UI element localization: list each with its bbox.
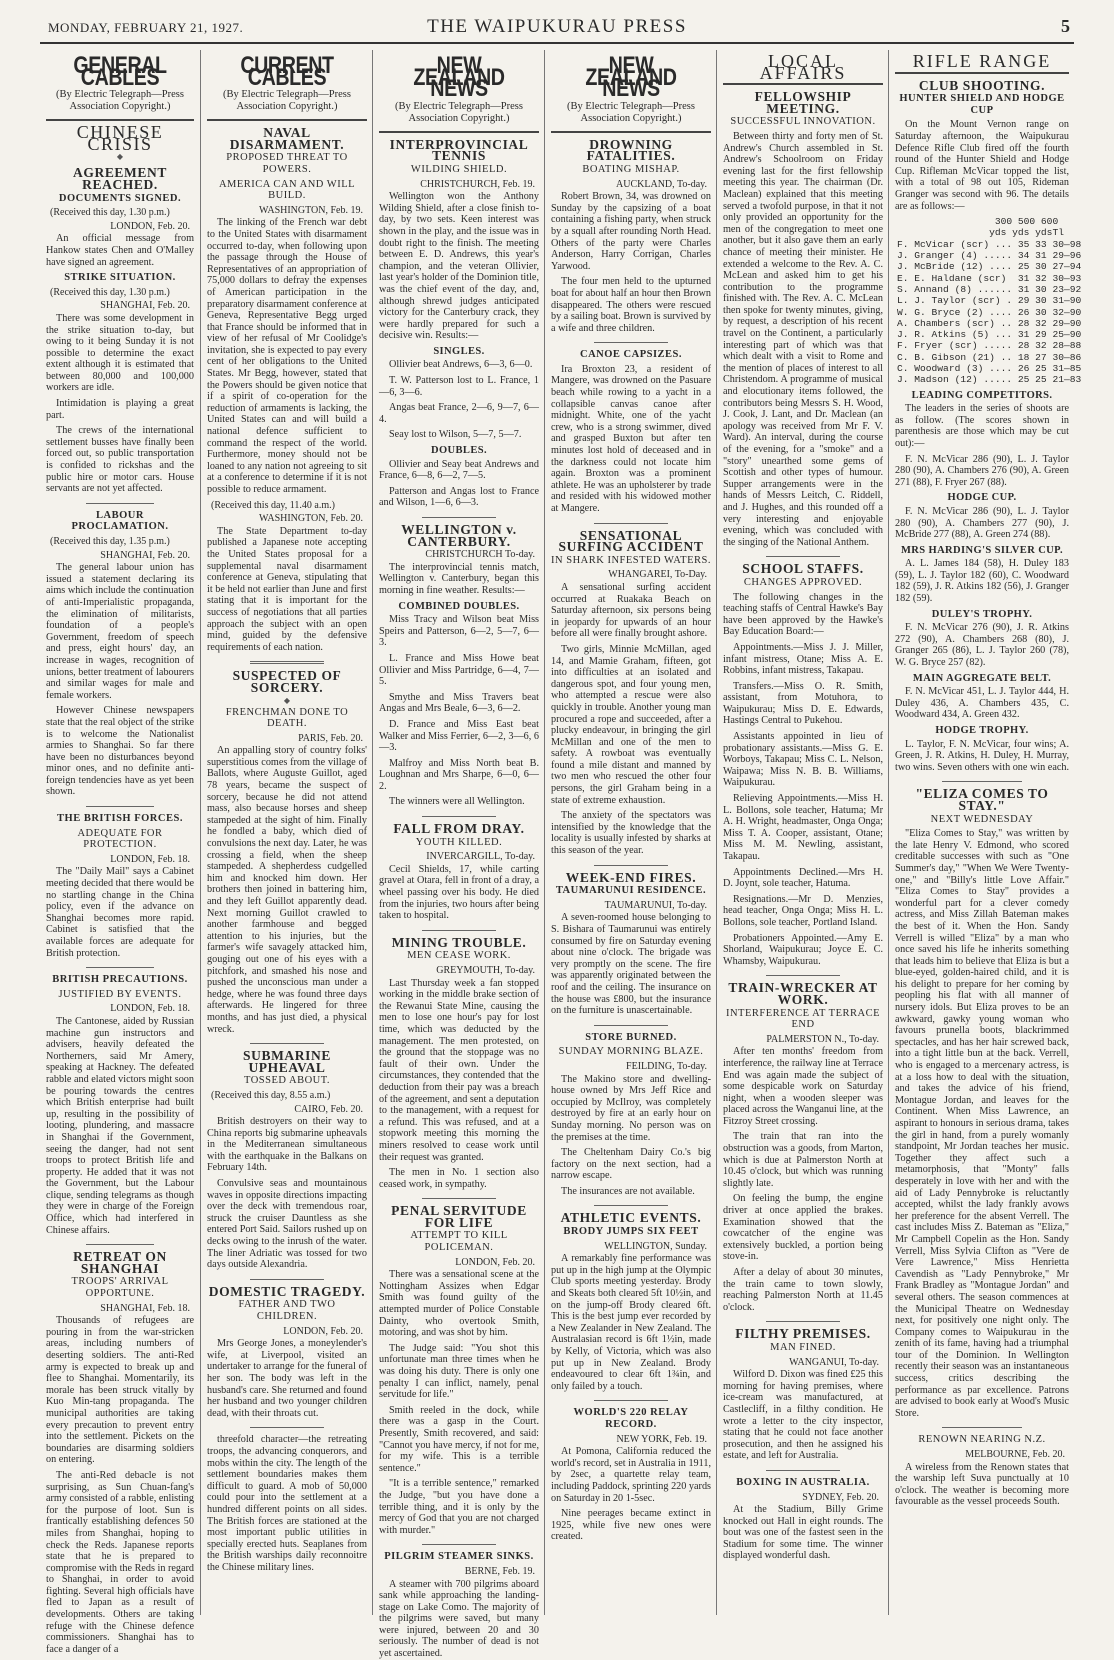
- headline: WEEK-END FIRES.: [565, 869, 697, 885]
- masthead-rule: [40, 42, 1074, 44]
- article-paragraph: Smythe and Miss Travers beat Angas and Mrs Beale, 6—3, 6—2.: [379, 691, 539, 715]
- article-paragraph: However Chinese newspapers state that the real object of the strike is to welcome the Nationalist armies to Shanghai. So far there have been no disturbances beyond minor ones, and no definite anti-foreign tendencies have as yet been shown.: [46, 705, 194, 798]
- dateline: SHANGHAI, Feb. 20.: [100, 300, 190, 312]
- headline: SUBMARINE UPHEAVAL: [243, 1048, 331, 1075]
- article-paragraph: Smith reeled in the dock, while there was a gasp in the Court. Presently, Smith recovered, and said: "Cannot you have mercy, if not for me, for my wife. This is a terrible sentence.": [379, 1404, 539, 1474]
- press-credit: (By Electric Telegraph—Press Association Copyright.): [56, 89, 184, 113]
- article-divider: [766, 556, 840, 557]
- received-line: (Received this day, 8.55 a.m.): [211, 1089, 331, 1101]
- list-subheading: DOUBLES.: [430, 445, 487, 457]
- headline: WELLINGTON v. CANTERBURY.: [401, 522, 517, 549]
- headline: NAVAL DISARMAMENT.: [229, 125, 345, 152]
- article-divider: [594, 865, 668, 866]
- headline: SENSATIONAL SURFING ACCIDENT: [558, 527, 704, 555]
- received-line: (Received this day, 11.40 a.m.): [211, 499, 335, 511]
- article-paragraph: An official message from Hankow states Chen and O'Malley have signed an agreement.: [46, 233, 194, 268]
- article-divider: [942, 1427, 1022, 1428]
- headline: FELLOWSHIP MEETING.: [754, 89, 852, 116]
- list-subheading: DULEY'S TROPHY.: [931, 608, 1033, 620]
- article-paragraph: T. W. Patterson lost to L. France, 1—6, 3—6.: [379, 375, 539, 398]
- subheadline: LABOUR PROCLAMATION.: [71, 509, 169, 533]
- article-paragraph: "Eliza Comes to Stay," was written by the late Henry V. Edmond, who scored creditable successes with such as "One Summer's day," "When We Were Twenty-one," and "Billy's little Love Affair." "Eliza Comes to Stay" provides a wonderful part for a clever comedy actress, and Miss Zillah Bateman makes the best of it. When the Hon. Sandy Verrell is willed "Eliza" by a man who once saved his life he inherits something that leads him to believe that Eliza is but a blue-eyed, golden-haired child, and it is his delight to prepare for her coming by peopling his flat with all manner of nursery idols. But Eliza proves to be an awkward, gawky young woman who favours prunella boots, blackrimmed spectacles, and has her hair screwed back, into a tight little bun at the back. Verrell, who is engaged to a mercenary actress, is at a loss how to deal with the situation, and takes the advice of his friend, Montague Jordan, and leaves for the Continent. When Miss Lawrence, an aspirant to honours in serious drama, takes the girl in hand, from a purely womanly standpoint, Mr Jordan teaches her music. Together they affect such a metamorphosis, that "Monty" falls desperately in love with her and with the aid of Lady Pennybroke is reluctantly accepted, whilst the lady frankly avows her preference for the absent Verrell. The cast includes Miss Z. Bateman as "Eliza," Mr Campbell Copelin as the Hon. Sandy Verrell, Miss Sylvia Clifton as "Vere de Vere Lawrence," Miss Henrietta Cavendish as "Lady Pennybroke," Mr Frank Bradley as "Montague Jordan" and several others. The season commences at the Municipal Theatre on Wednesday next, for positively one night only. The Company comes to Waipukurau in the zenith of its fame, having had a triumphal tour of the Dominion. In Wellington recently their season was an instantaneous success, critics describing the performance as par excellence. Patrons are advised to book early at Wood's Music Store.: [895, 828, 1069, 1419]
- article-paragraph: Convulsive seas and mountainous waves in opposite directions impacting over the deck with tremendous roar, struck the cruiser Dauntless as she entered Port Said. Sailors rushed up on decks owing to the inrush of the water. The liner Adriatic was tossed for two days outside Alexandria.: [207, 1178, 367, 1271]
- article-divider: [250, 1427, 324, 1428]
- subheadline: BRODY JUMPS SIX FEET: [563, 1226, 699, 1238]
- subheadline: MEN CEASE WORK.: [407, 950, 511, 962]
- headline: CLUB SHOOTING.: [918, 77, 1046, 93]
- dateline: WASHINGTON, Feb. 20.: [259, 513, 363, 525]
- article-paragraph: Resignations.—Mr D. Menzies, head teacher, Onga Onga; Miss H. L. Bollons, sole teacher, Portland Island.: [723, 893, 883, 928]
- dateline: INVERCARGILL, To-day.: [426, 851, 535, 863]
- article-paragraph: Between thirty and forty men of St. Andrew's Church assembled in St. Andrew's Schoolroom on Friday evening last for the first fellowship meeting this year. The chairman (Dr. Maclean) explained that this meeting served a twofold purpose, in that it not only provided an opportunity for the men of the congregation to meet one another, but it also gave them an early chance of meeting their minister. He extended a welcome to the Rev. A. C. McLean and asked him to get his contribution to the programme finished with. The Rev. A. C. McLean then spoke for twenty minutes, giving, by request, a description of his recent travel on the Continent, a particularly interesting part of which was that which dealt with a visit to Rome and the mention of places of interest to all Christendom. A programme of musical and elocutionary items followed, the contributors being Messrs S. H. Wood, J. Cook, J. Lant, and Dr. Maclean (an apology was received from Mr F. V. Ward). An interval, during the course of the evening, for a "smoke" and a "story" unearthed some gems of Scottish and other types of humour. Supper arrangements were in the hands of Messrs Leitch, C. Riddell, and J. Hughes, and this rounded off a very interesting and enjoyable evening, which was concluded with the singing of the National Anthem.: [723, 130, 883, 548]
- article-paragraph: "It is a terrible sentence," remarked the Judge, "but you have done a terrible thing, and it is only by the mercy of God that you are not charged with murder.": [379, 1478, 539, 1536]
- headline: AGREEMENT REACHED.: [73, 165, 167, 192]
- press-credit: (By Electric Telegraph—Press Association Copyright.): [223, 89, 351, 113]
- article-paragraph: Transfers.—Miss O. R. Smith, assistant, from Motuhora, to Waipukurau; Miss D. E. Edwards, Hastings Central to Pukehou.: [723, 680, 883, 727]
- dateline: SHANGHAI, Feb. 20.: [100, 549, 190, 561]
- received-line: (Received this day, 1.35 p.m.): [50, 536, 170, 547]
- headline: FALL FROM DRAY.: [393, 821, 525, 837]
- article-paragraph: At Pomona, California reduced the world's record, set in Australia in 1911, by 2sec, a quartette relay team, including Paddock, sprinting 220 yards on Saturday in 20 1-5sec.: [551, 1446, 711, 1504]
- subheadline: PILGRIM STEAMER SINKS.: [384, 1551, 534, 1563]
- article-divider: [86, 503, 154, 504]
- article-paragraph: The linking of the French war debt to the United States with disarmament occurred to-day, when following upon the passage through the House of Representatives of an appropriation of 75,000 dollars to defray the expenses of American participation in the preparatory disarmament conference at Geneva, Representative Begg urged that France should be informed that in view of her refusal of Mr Coolidge's invitation, she is expected to pay every cent of her obligations to the United States. Mr Begg, however, stated that the Powers should be given notice that if a spirit of co-operation for the reduction of armaments is lacking, the United States can and will build a national defence sufficient to command the respect of the world. Furthermore, money should not be loaned to any nation not agreeing to sit at a conference to determine if it is not possible to reduce armament.: [207, 217, 367, 495]
- article-paragraph: Ollivier beat Andrews, 6—3, 6—0.: [389, 359, 533, 371]
- article-divider: [594, 1025, 668, 1026]
- dateline: CHRISTCHURCH, Feb. 19.: [420, 178, 535, 190]
- headline: TRAIN-WRECKER AT WORK.: [728, 980, 878, 1007]
- received-line: (Received this day, 1.30 p.m.): [50, 207, 170, 219]
- list-subheading: HODGE CUP.: [947, 492, 1017, 504]
- column-current-cables: [200, 50, 373, 1615]
- list-subheading: SINGLES.: [433, 345, 485, 357]
- section-masthead: GENERAL CABLES: [73, 52, 167, 91]
- article-divider: [422, 816, 496, 817]
- article-divider: [942, 781, 1022, 782]
- article-divider: [86, 806, 154, 807]
- subheadline: NEXT WEDNESDAY: [930, 813, 1034, 825]
- dateline: LONDON, Feb. 20.: [283, 1325, 363, 1337]
- section-masthead: NEW ZEALAND NEWS: [585, 52, 677, 103]
- article-paragraph: Nine peerages became extinct in 1925, while five new ones were created.: [551, 1508, 711, 1543]
- dateline: WHANGAREI, To-Day.: [608, 569, 707, 581]
- article-paragraph: Relieving Appointments.—Miss H. L. Bollons, sole teacher, Hatuma; Mr A. H. Wright, headmaster, Onga Onga; Miss T. A. Cooper, assistant, Otane; Miss M. M. Newling, assistant, Takapau.: [723, 793, 883, 862]
- subheadline: STORE BURNED.: [585, 1031, 677, 1043]
- article-paragraph: The State Department to-day published a Japanese note accepting the United States proposal for a supplemental naval disarmament conference at Geneva, stipulating that it be held not earlier than June and first stating that it is important for the success of negotiations that all parties approach the subject with an open mind, guided by the defensive requirements of each nation.: [207, 525, 367, 653]
- article-paragraph: The Cheltenham Dairy Co.'s big factory on the next section, had a narrow escape.: [551, 1147, 711, 1182]
- article-paragraph: D. France and Miss East beat Walker and Miss Ferrier, 6—2, 3—6, 6—3.: [379, 718, 539, 754]
- article-divider: [250, 1279, 324, 1280]
- dateline: FEILDING, To-day.: [626, 1060, 707, 1072]
- column-rifle-range: [888, 50, 1082, 1615]
- article-paragraph: The general labour union has issued a statement declaring its aims which include the continuation of anti-Imperialistic propaganda, the elimination of militarists, foundation of a people's Government, freedom of speech and press, eight hours' day, an increase in wages, recognition of unions, better treatment of labourers and similar wages for male and female workers.: [46, 562, 194, 701]
- article-paragraph: A remarkably fine performance was put up in the high jump at the Olympic Club sports meeting yesterday. Brody and Skeats both cleared 5ft 10½in, and on the jump-off Brody cleared 6ft. This is the best jump ever recorded by a New Zealander in New Zealand. The Australasian record is 6ft 1½in, made by Kelly, of Victoria, which was also put up in New Zealand. Brody endeavoured to clear 6ft 1¾in, and only failed by a touch.: [551, 1253, 711, 1392]
- article-paragraph: F. N. McVicar 451, L. J. Taylor 444, H. Duley 436, A. Chambers 435, C. Woodward 434, A. Green 432.: [895, 686, 1069, 721]
- article-paragraph: Cecil Shields, 17, while carting gravel at Otara, fell in front of a dray, a wheel passing over his body. He died from the injuries, two hours after being taken to hospital.: [379, 863, 539, 922]
- subheadline: AMERICA CAN AND WILL BUILD.: [218, 178, 356, 202]
- subheadline: ADEQUATE FOR PROTECTION.: [77, 827, 163, 851]
- column-general-cables: [40, 50, 200, 1655]
- masthead: [0, 0, 1114, 50]
- article-paragraph: A wireless from the Renown states that the warship left Suva punctually at 10 o'clock. The weather is becoming more favourable as the vessel proceeds South.: [895, 1461, 1069, 1508]
- dateline: SHANGHAI, Feb. 18.: [100, 1302, 190, 1314]
- headline: PENAL SERVITUDE FOR LIFE: [391, 1203, 527, 1230]
- subheadline: JUSTIFIED BY EVENTS.: [58, 988, 182, 1000]
- subheadline: TAUMARUNUI RESIDENCE.: [555, 885, 707, 897]
- article-paragraph: Ira Broxton 23, a resident of Mangere, was drowned on the Pasuare beach while rowing to a yacht in a collapsible canvas canoe after midnight. White, one of the yacht crew, who is a strong swimmer, dived and grasped Buxton but after ten minutes lost hold of deceased and in the darkness could not locate him again. Broxton was a prominent athlete. He was an upholsterer by trade and resided with his widowed mother at Mangere.: [551, 363, 711, 514]
- article-paragraph: Last Thursday week a fan stopped working in the middle brake section of the Rewanui State Mine, causing the men to lose one hour's pay for lost time, which was deducted by the management. The men protested, on the ground that the stoppage was no fault of their own. Under the circumstances, they contended that the deduction from their pay was a breach of the agreement, and sent a deputation to the management, with a request for a refund. This was refused, and at a stopwork meeting this morning the miners resolved to cease work until their request was granted.: [379, 977, 539, 1163]
- article-paragraph: There was some development in the strike situation to-day, but owing to it being Sunday it is not possible to determine the exact extent although it is estimated that between 80,000 and 100,000 workers are idle.: [46, 312, 194, 394]
- dateline: WANGANUI, To-day.: [789, 1356, 879, 1368]
- article-paragraph: threefold character—the retreating troops, the advancing conquerors, and mobs within the city. The length of the settlement boundaries makes them difficult to guard. A mob of 50,000 could pour into the settlement at a hundred different points on all sides. The British forces are stationed at the most important public utilities in specially erected huts. Seaplanes from the British warships daily reconnoitre the Chinese military lines.: [207, 1434, 367, 1573]
- section-masthead: CURRENT CABLES: [240, 52, 334, 91]
- article-paragraph: Robert Brown, 34, was drowned on Sunday by the capsizing of a boat containing a fishing party, when struck by a squall after rounding North Head. Others of the party were Charles Anderson, Harry Corrigan, Charles Yarwood.: [551, 191, 711, 272]
- article-paragraph: The Cantonese, aided by Russian machine gun instructors and advisers, heavily defeated the Northerners, said Mr Amery, speaking at Hackney. The defeated rabble and elated victors might soon be pouring towards the centres which British enterprise had built up, resulting in the possibility of looting, plundering, and massacre in Shanghai if the Government, seeing the danger, had not sent troops to protect British life and property. He added that it was not the Government, but the Labour clique, sending telegrams as though they were in charge of the Foreign Office, which had interfered in Chinese affairs.: [46, 1015, 194, 1236]
- article-paragraph: Malfroy and Miss North beat B. Loughnan and Mrs Sharpe, 6—0, 6—2.: [379, 757, 539, 792]
- subheadline: IN SHARK INFESTED WATERS.: [551, 554, 711, 566]
- subheadline: SUCCESSFUL INNOVATION.: [730, 116, 876, 128]
- article-paragraph: A steamer with 700 pilgrims aboard sank while approaching the landing-stage on Lake Como. The majority of the pilgrims were saved, but many were injured, between 20 and 30 seriously. The number of dead is not yet ascertained.: [379, 1578, 539, 1660]
- article-paragraph: Appointments.—Miss J. J. Miller, infant mistress, Otane; Miss A. E. Robbins, infant mistress, Takapau.: [723, 641, 883, 677]
- heavy-rule: [551, 131, 711, 133]
- article-paragraph: L. Taylor, F. N. McVicar, four wins; A. Green, J. R. Atkins, H. Duley, H. Murray, two wins. Seven others with one win each.: [895, 738, 1070, 773]
- article-paragraph: The anti-Red debacle is not surprising, as Sun Chuan-fang's army consisted of a rabble, enlisting for the purpose of loot. Sun is frantically establishing defences 50 miles from Shanghai, hoping to check the Reds. Japanese reports state that he is prepared to compromise with the Reds in regard to Shanghai, in order to avoid fighting. Several high officials have fled to Japan as a result of developments. Others are taking refuge with the Chinese defence commissioners. Shanghai has to face a danger of a: [46, 1469, 194, 1655]
- article-paragraph: On feeling the bump, the engine driver at once applied the brakes. Examination showed that the cowcatcher of the engine was extensively buckled, a portion being stove-in.: [723, 1193, 883, 1263]
- article-divider: [422, 1198, 496, 1199]
- article-paragraph: The anxiety of the spectators was intensified by the knowledge that the locality is usually infested by sharks at this season of the year.: [551, 810, 711, 857]
- article-paragraph: The men in No. 1 section also ceased work, in sympathy.: [379, 1167, 539, 1190]
- article-divider: [594, 1400, 668, 1401]
- article-paragraph: Patterson and Angas lost to France and Wilson, 1—6, 6—3.: [379, 485, 539, 509]
- article-paragraph: The four men held to the upturned boat for about half an hour then Brown disappeared. The others were rescued by a sailing boat. Brown is survived by a wife and three children.: [551, 276, 711, 334]
- issue-date: MONDAY, FEBRUARY 21, 1927.: [48, 20, 244, 35]
- list-subheading: HODGE TROPHY.: [935, 725, 1029, 737]
- headline: MINING TROUBLE.: [391, 934, 527, 950]
- headline: ATHLETIC EVENTS.: [560, 1210, 702, 1226]
- article-paragraph: Two girls, Minnie McMillan, aged 14, and Mamie Graham, fifteen, got into difficulties at an isolated and dangerous spot, and four young men, who attempted a rescue were also quickly in trouble. Another young man procured a rope and succeeded, after a plucky endeavour, in bringing the girl McMillan and one of the men to safety. A rowboat was eventually found a mile distant and manned by two men who rescued the other four persons, the girl Graham being in a state of extreme exhaustion.: [551, 643, 711, 806]
- article-divider: [422, 1544, 496, 1545]
- newspaper-title: THE WAIPUKURAU PRESS: [427, 16, 687, 37]
- subheadline: ATTEMPT TO KILL POLICEMAN.: [410, 1230, 508, 1254]
- subheadline: CANOE CAPSIZES.: [579, 349, 683, 361]
- subheadline: TOSSED ABOUT.: [243, 1075, 331, 1087]
- diamond-ornament-icon: ◆: [283, 695, 291, 705]
- headline: SUSPECTED OF SORCERY.: [232, 668, 342, 695]
- article-paragraph: F. N. McVicar 276 (90), J. R. Atkins 272 (90), A. Chambers 268 (80), J. Granger 265 (86), L. J. Taylor 260 (78), W. G. Bryce 257 (82).: [895, 622, 1069, 669]
- article-paragraph: A. L. James 184 (58), H. Duley 183 (59), L. J. Taylor 182 (60), C. Woodward 182 (59), J. R. Atkins 182 (56), J. Granger 182 (59).: [895, 558, 1069, 605]
- column-nz-news-2: [544, 50, 717, 1615]
- headline: DOMESTIC TRAGEDY.: [208, 1283, 366, 1299]
- press-credit: (By Electric Telegraph—Press Association Copyright.): [395, 100, 523, 124]
- dateline: BERNE, Feb. 19.: [464, 1565, 535, 1577]
- article-paragraph: Wilford D. Dixon was fined £25 this morning for having premises, where ice-cream was manufactured, at Castlecliff, in a filthy condition. He wrote a letter to the city inspector, stating that he could not face another prosecution, and then he assigned his estate, and left for Australia.: [723, 1369, 883, 1462]
- subheadline: WILDING SHIELD.: [410, 163, 508, 175]
- dateline: LONDON, Feb. 20.: [455, 1256, 535, 1268]
- page-number: 5: [1061, 16, 1070, 36]
- dateline: PALMERSTON N., To-day.: [766, 1033, 879, 1045]
- subheadline: THE BRITISH FORCES.: [57, 813, 183, 825]
- article-divider: [766, 1321, 840, 1322]
- article-divider: [766, 1470, 840, 1471]
- article-paragraph: Appointments Declined.—Mrs H. D. Joynt, sole teacher, Hatuma.: [723, 866, 883, 890]
- article-paragraph: The winners were all Wellington.: [389, 796, 525, 808]
- article-divider: [594, 523, 668, 524]
- headline: "ELIZA COMES TO STAY.": [915, 786, 1049, 813]
- subheadline: MAN FINED.: [770, 1341, 836, 1353]
- article-paragraph: The insurances are not available.: [561, 1185, 695, 1197]
- subheadline: TROOPS' ARRIVAL OPPORTUNE.: [71, 1276, 169, 1300]
- heavy-rule: [723, 83, 883, 85]
- diamond-ornament-icon: ◆: [116, 152, 124, 162]
- section-masthead: RIFLE RANGE: [912, 51, 1052, 71]
- score-table: 300 500 600 yds yds ydsTl F. McVicar (scr) ... 35 33 30—98 J. Granger (4) ..... 34 31 29—96 J. McBride (12) .... 25 30 27—94 E. E. Haldane (scr) 31 32 30—93 S. Annand (8) ...... 31 30 23—92 L. J. Taylor (scr) . 29 30 31—90 W. G. Bryce (2) .... 26 30 32—90 A. Chambers (scr) .. 28 32 29—90 J. R. Atkins (5) ... 31 29 25—90 F. Fryer (scr) ..... 28 32 28—88 C. B. Gibson (21) .. 18 27 30—86 C. Woodward (3) .... 26 25 31—85 J. Madson (12) ..... 25 25 21—83: [897, 216, 1082, 386]
- article-divider: [766, 975, 840, 976]
- heavy-rule: [895, 72, 1069, 74]
- article-paragraph: The interprovincial tennis match, Wellington v. Canterbury, began this morning in fine weather. Results:—: [379, 561, 539, 596]
- list-subheading: LEADING COMPETITORS.: [911, 389, 1053, 401]
- subheadline: INTERFERENCE AT TERRACE END: [725, 1007, 881, 1031]
- article-paragraph: At the Stadium, Billy Grime knocked out Hall in eight rounds. The bout was one of the fastest seen in the Stadium for some time. The winner displayed wonderful dash.: [723, 1504, 883, 1562]
- article-paragraph: F. N. McVicar 286 (90), L. J. Taylor 280 (90), A. Chambers 277 (90), J. McBride 277 (88), A. Green 274 (88).: [895, 505, 1069, 541]
- article-divider: [422, 930, 496, 931]
- press-credit: (By Electric Telegraph—Press Association Copyright.): [567, 100, 695, 124]
- article-divider: [86, 1244, 154, 1245]
- subheadline: FATHER AND TWO CHILDREN.: [238, 1299, 336, 1322]
- dateline: CAIRO, Feb. 20.: [294, 1103, 363, 1115]
- article-paragraph: On the Mount Vernon range on Saturday afternoon, the Waipukurau Defence Rifle Club fired off the fourth round of the Hunter Shield and Hodge Cup. Rifleman McVicar topped the list, with a total of 98 out 105, Rideman Granger was second with 96. The details are as follows:—: [895, 119, 1069, 212]
- subheadline: BOXING IN AUSTRALIA.: [736, 1476, 870, 1488]
- headline: CHINESE CRISIS: [76, 122, 164, 154]
- dateline: WELLINGTON, Sunday.: [604, 1240, 707, 1252]
- subheadline: BRITISH PRECAUTIONS.: [52, 974, 188, 986]
- article-paragraph: British destroyers on their way to China reports big submarine upheavals in the Mediterranean simultaneous with the earthquake in the Balkans on February 14th.: [207, 1116, 367, 1174]
- dateline: MELBOURNE, Feb. 20.: [965, 1449, 1065, 1461]
- heavy-rule: [207, 119, 367, 121]
- subheadline: PROPOSED THREAT TO POWERS.: [226, 152, 348, 175]
- article-paragraph: Ollivier and Seay beat Andrews and France, 6—8, 6—2, 7—5.: [379, 458, 539, 482]
- dateline: CHRISTCHURCH To-day.: [425, 549, 535, 561]
- article-paragraph: There was a sensational scene at the Nottingham Assizes when Edgar Smith was found guilty of the attempted murder of Police Constable Dainty, who overtook Smith, motoring, and was shot by him.: [379, 1269, 539, 1339]
- headline: RETREAT ON SHANGHAI: [73, 1249, 167, 1276]
- article-paragraph: After a delay of about 30 minutes, the train came to town slowly, reaching Palmerston North at 11.45 o'clock.: [723, 1267, 883, 1313]
- dateline: GREYMOUTH, To-day.: [436, 965, 535, 976]
- article-paragraph: After ten months' freedom from interference, the railway line at Terrace End was again made the subject of some despicable work on Saturday night, when a wooden sleeper was placed across the Wanganui line, at the Fitzroy Street crossing.: [723, 1046, 883, 1127]
- article-paragraph: Miss Tracy and Wilson beat Miss Speirs and Patterson, 6—2, 5—7, 6—3.: [379, 614, 539, 649]
- headline: FILTHY PREMISES.: [735, 1326, 871, 1342]
- dateline: LONDON, Feb. 18.: [110, 853, 190, 865]
- list-subheading: MAIN AGGREGATE BELT.: [912, 672, 1052, 684]
- headline: DROWNING FATALITIES.: [586, 136, 676, 164]
- subheadline: RENOWN NEARING N.Z.: [918, 1434, 1046, 1446]
- article-paragraph: Seay lost to Wilson, 5—7, 5—7.: [389, 429, 522, 441]
- article-divider: [86, 967, 154, 968]
- subheadline: SUNDAY MORNING BLAZE.: [558, 1046, 704, 1058]
- article-paragraph: The Makino store and dwelling-house owned by Mrs Jeff Rice and occupied by McIlroy, was completely destroyed by fire at an early hour on Sunday morning. No person was on the premises at the time.: [551, 1073, 711, 1143]
- received-line: (Received this day, 1.30 p.m.): [50, 286, 170, 298]
- dateline: LONDON, Feb. 18.: [110, 1003, 190, 1015]
- list-subheading: MRS HARDING'S SILVER CUP.: [900, 544, 1064, 556]
- article-paragraph: A seven-roomed house belonging to S. Bishara of Taumarunui was entirely consumed by fire on Saturday evening about nine o'clock. The brigade was very promptly on the scene. The fire was apparently originated between the roof and the ceiling. The insurance on the house was £800, but the insurance on the furniture is unascertainable.: [551, 912, 711, 1017]
- article-paragraph: Probationers Appointed.—Amy E. Shorland, Waipukurau; Joyce E. C. Whamsby, Waipukurau.: [723, 932, 883, 967]
- dateline: LONDON, Feb. 20.: [110, 220, 190, 232]
- article-paragraph: The leaders in the series of shoots are as follow. (The scores shown in parenthesis are those which may be cut out):—: [895, 403, 1069, 449]
- article-paragraph: Thousands of refugees are pouring in from the war-stricken areas, including numbers of deserting soldiers. The anti-Red army is expected to break up and flee to Shanghai. Momentarily, its morale has been struck vitally by Kuo Min-tang propaganda. The municipal authorities are taking every precaution to prevent entry into the settlement. Pickets on the boundaries are disarming soldiers on entering.: [46, 1315, 194, 1466]
- headline: SCHOOL STAFFS.: [742, 561, 864, 577]
- subheadline: HUNTER SHIELD AND HODGE CUP: [899, 93, 1065, 116]
- article-paragraph: The train that ran into the obstruction was a goods, from Marton, which is due at Palmerston North at 10.45 o'clock, but which was running slightly late.: [723, 1131, 883, 1189]
- article-divider: [250, 1043, 324, 1044]
- dateline: TAUMARUNUI, To-day.: [604, 899, 707, 911]
- subheadline: YOUTH KILLED.: [415, 836, 503, 848]
- list-subheading: COMBINED DOUBLES.: [398, 600, 520, 612]
- subheadline: DOCUMENTS SIGNED.: [58, 192, 182, 204]
- article-divider: [594, 342, 668, 343]
- article-paragraph: Assistants appointed in lieu of probationary assistants.—Miss G. E. Worboys, Takapau; Miss C. L. Nelson, Waipawa; Miss N. B. B. Williams, Waipukurau.: [723, 731, 883, 789]
- heavy-rule: [379, 131, 539, 133]
- subheadline: WORLD'S 220 RELAY RECORD.: [573, 1407, 689, 1430]
- article-paragraph: L. France and Miss Howe beat Ollivier and Miss Partridge, 6—4, 7—5.: [379, 652, 539, 688]
- headline: INTERPROVINCIAL TENNIS: [389, 136, 529, 164]
- article-divider: [422, 517, 496, 518]
- article-paragraph: F. N. McVicar 286 (90), L. J. Taylor 280 (90), A. Chambers 276 (90), A. Green 271 (88), F. Fryer 267 (88).: [895, 453, 1069, 488]
- article-divider: [250, 661, 324, 664]
- article-paragraph: An appalling story of country folks' superstitious comes from the village of Ballots, where Auguste Guillot, aged 78 years, became the suspect of sorcery, because he did not attend mass, also because horses and sheep stampeded at the sight of him. Finally he fondled a baby, which died of convulsions the next day. Later, he was crossing a field, when the sheep stampeded. A shepherdess cudgelled him and knocked him down. Her brothers then joined in battering him, and they left Guillot apparently dead. Next morning Guillot crawled to another farmhouse and begged attention to his injuries, but the farmer's wife savagely attacked him, gouging out one of his eyes with a pitchfork, and smashed his nose and pushed the unconscious man under a hedge, where he was found three days afterwards. He lingered for three months, and has just died, a physical wreck.: [207, 745, 367, 1035]
- dateline: AUCKLAND, To-day.: [616, 178, 707, 190]
- section-masthead: LOCAL AFFAIRS: [759, 51, 847, 83]
- dateline: PARIS, Feb. 20.: [298, 732, 363, 744]
- section-masthead: NEW ZEALAND NEWS: [413, 52, 505, 103]
- article-paragraph: A sensational surfing accident occurred at Ruakaka Beach on Saturday afternoon, six persons being in jeopardy for upwards of an hour before all were finally brought ashore.: [551, 581, 711, 640]
- article-paragraph: Wellington won the Anthony Wilding Shield, after a close finish to-day, by two sets. Keen interest was shown in the play, and the issue was in doubt right to the finish. The meeting between E. D. Andrews, this year's champion, and the veteran Ollivier, last year's holder of the Dominion title, was the chief event of the day, and, although shrewd judges anticipated victory for the Canterbury crack, they were hardly prepared for such a decisive win. Results:—: [379, 191, 539, 342]
- subheadline: FRENCHMAN DONE TO DEATH.: [225, 706, 349, 730]
- subheadline: BOATING MISHAP.: [582, 163, 680, 175]
- article-paragraph: The following changes in the teaching staffs of Central Hawke's Bay have been approved by the Hawke's Bay Education Board:—: [723, 591, 883, 638]
- column-local-affairs: [716, 50, 889, 1615]
- article-divider: [594, 1205, 668, 1206]
- article-paragraph: The Judge said: "You shot this unfortunate man three times when he was doing his duty. There is only one penalty I can inflict, namely, penal servitude for life.": [379, 1342, 539, 1401]
- subheadline: STRIKE SITUATION.: [64, 272, 176, 284]
- article-paragraph: The crews of the international settlement busses have finally been forced out, so public transportation is confided to rickshas and the public hire or motor cars. House servants are not yet affected.: [46, 425, 194, 495]
- article-paragraph: Mrs George Jones, a moneylender's wife, at Liverpool, visited an undertaker to arrange for the funeral of her son. The body was left in the husband's care. She returned and found her husband and two younger children dead, with their throats cut.: [207, 1338, 367, 1419]
- article-paragraph: Intimidation is playing a great part.: [46, 398, 194, 421]
- column-nz-news-1: [372, 50, 545, 1660]
- subheadline: CHANGES APPROVED.: [743, 576, 863, 588]
- heavy-rule: [46, 119, 194, 121]
- dateline: NEW YORK, Feb. 19.: [616, 1433, 707, 1445]
- article-paragraph: The "Daily Mail" says a Cabinet meeting decided that there would be no startling change in the China policy, even if the advance on Shanghai becomes more rapid. Cabinet is satisfied that the available forces are adequate for British protection.: [46, 866, 194, 959]
- dateline: WASHINGTON, Feb. 19.: [259, 204, 363, 216]
- dateline: SYDNEY, Feb. 20.: [802, 1491, 879, 1503]
- article-paragraph: Angas beat France, 2—6, 9—7, 6—4.: [379, 402, 539, 425]
